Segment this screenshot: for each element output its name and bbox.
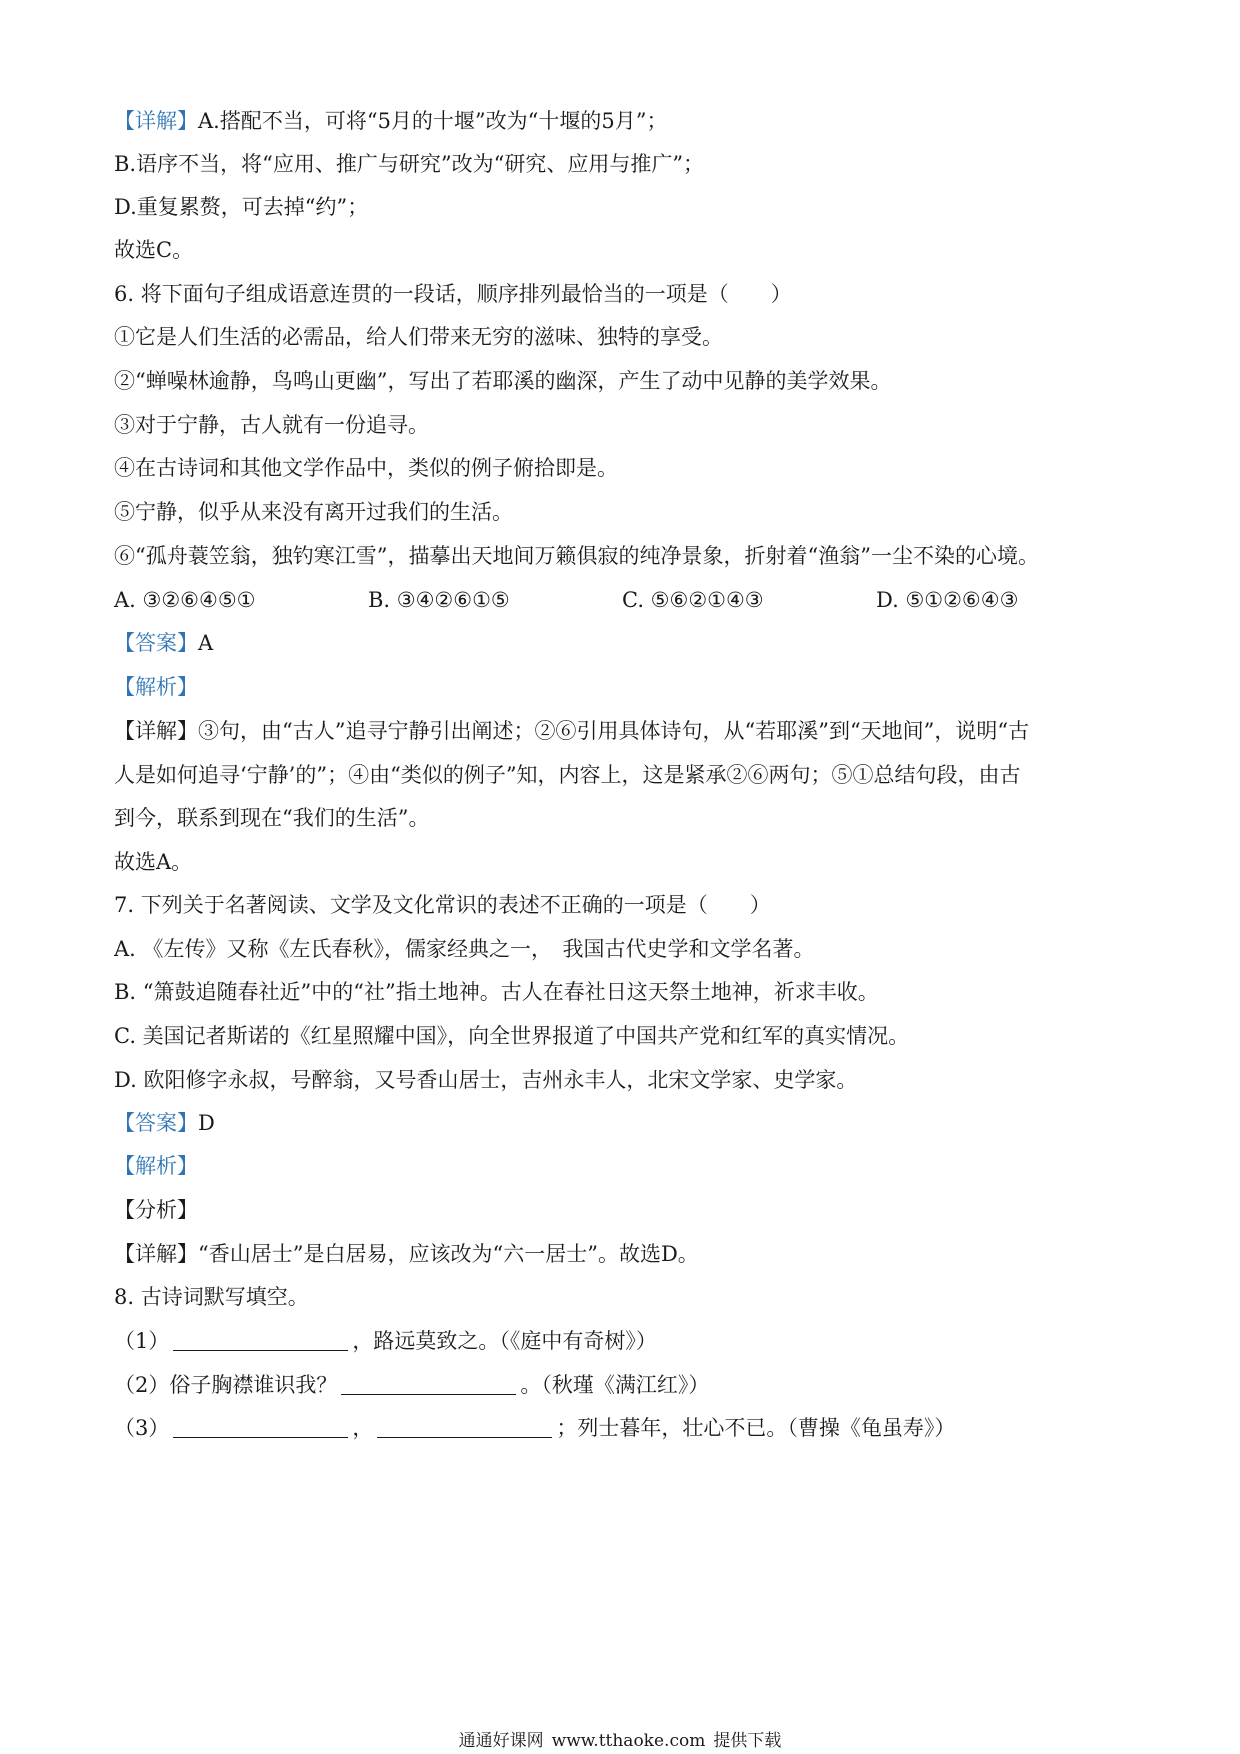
q6-option-a: A. ③②⑥④⑤① <box>114 588 256 612</box>
q5-detail-a <box>114 107 668 135</box>
answer-value: D <box>198 1111 215 1135</box>
q6-detail-line1 <box>114 717 1029 745</box>
q7-detail <box>114 1240 699 1268</box>
q6-option-d: D. ⑤①②⑥④③ <box>876 588 1019 612</box>
q8-item-2 <box>114 1371 709 1399</box>
detail-label: 【详解】 <box>114 1242 198 1266</box>
q7-answer <box>114 1109 215 1137</box>
q6-detail-line2: 人是如何追寻‘宁静’的”；④由“类似的例子”知，内容上，这是紧承②⑥两句；⑤①总结句段，由古 <box>114 763 1021 787</box>
item-text-rest: 。（秋瑾《满江红》） <box>520 1373 710 1397</box>
item-number: （2） <box>114 1373 170 1397</box>
detail-label: 【详解】 <box>114 719 198 743</box>
detail-a-text: A.搭配不当，可将“5月的十堰”改为“十堰的5月”； <box>198 109 668 133</box>
q6-sentence-2: ②“蝉噪林逾静，鸟鸣山更幽”，写出了若耶溪的幽深，产生了动中见静的美学效果。 <box>114 369 892 393</box>
answer-value: A <box>198 631 214 655</box>
q7-option-c: C. 美国记者斯诺的《红星照耀中国》，向全世界报道了中国共产党和红军的真实情况。 <box>114 1024 910 1048</box>
q7-analysis-label: 【解析】 <box>114 1154 198 1178</box>
q6-sentence-4: ④在古诗词和其他文学作品中，类似的例子俯拾即是。 <box>114 456 618 480</box>
q6-sentence-3: ③对于宁静，古人就有一份追寻。 <box>114 413 429 437</box>
answer-label: 【答案】 <box>114 1111 198 1135</box>
item-number: （3） <box>114 1416 170 1440</box>
footer-suffix: 提供下载 <box>713 1731 782 1751</box>
q5-detail-b: B.语序不当，将“应用、推广与研究”改为“研究、应用与推广”； <box>114 152 705 176</box>
item-text: ，路远莫致之。（《庭中有奇树》） <box>352 1329 657 1353</box>
q6-sentence-5: ⑤宁静，似乎从来没有离开过我们的生活。 <box>114 500 513 524</box>
detail-label: 【详解】 <box>114 109 198 133</box>
q8-stem: 8. 古诗词默写填空。 <box>114 1285 309 1309</box>
item-number: （1） <box>114 1329 170 1353</box>
q6-sentence-1: ①它是人们生活的必需品，给人们带来无穷的滋味、独特的享受。 <box>114 325 723 349</box>
item-text: 俗子胸襟谁识我？ <box>169 1373 338 1397</box>
q7-fenxi-label: 【分析】 <box>114 1198 198 1222</box>
q7-option-d: D. 欧阳修字永叔，号醉翁，又号香山居士，吉州永丰人，北宋文学家、史学家。 <box>114 1068 858 1092</box>
q6-stem: 6. 将下面句子组成语意连贯的一段话，顺序排列最恰当的一项是（ ） <box>114 282 792 306</box>
q6-options <box>114 586 1130 614</box>
q6-answer <box>114 629 213 657</box>
answer-label: 【答案】 <box>114 631 198 655</box>
detail-text: “香山居士”是白居易，应该改为“六一居士”。故选D。 <box>198 1242 699 1266</box>
q5-detail-d: D.重复累赘，可去掉“约”； <box>114 195 369 219</box>
q7-stem: 7. 下列关于名著阅读、文学及文化常识的表述不正确的一项是（ ） <box>114 893 771 917</box>
q6-detail-line3: 到今，联系到现在“我们的生活”。 <box>114 806 430 830</box>
q6-conclusion: 故选A。 <box>114 850 193 874</box>
q8-item-1 <box>114 1327 657 1355</box>
q7-option-b: B. “箫鼓追随春社近”中的“社”指土地神。古人在春社日这天祭土地神，祈求丰收。 <box>114 980 879 1004</box>
q6-option-c: C. ⑤⑥②①④③ <box>622 588 764 612</box>
footer-site-name: 通通好课网 <box>458 1731 544 1751</box>
q8-item-3 <box>114 1414 955 1442</box>
q6-analysis-label: 【解析】 <box>114 675 198 699</box>
fill-blank[interactable] <box>173 1415 348 1438</box>
q6-sentence-6: ⑥“孤舟蓑笠翁，独钓寒江雪”，描摹出天地间万籁俱寂的纯净景象，折射着“渔翁”一尘不染的心境。 <box>114 544 1039 568</box>
footer-url[interactable]: www.tthaoke.com <box>551 1731 706 1751</box>
item-text-rest: ；列士暮年，壮心不已。（曹操《龟虽寿》） <box>556 1416 956 1440</box>
page-footer <box>0 1730 1240 1752</box>
fill-blank[interactable] <box>377 1415 552 1438</box>
fill-blank[interactable] <box>173 1328 348 1351</box>
detail-text: ③句，由“古人”追寻宁静引出阐述；②⑥引用具体诗句，从“若耶溪”到“天地间”，说明“古 <box>198 719 1030 743</box>
fill-blank[interactable] <box>341 1372 516 1395</box>
q5-conclusion: 故选C。 <box>114 238 194 262</box>
item-sep: ， <box>352 1416 374 1440</box>
q7-option-a: A. 《左传》又称《左氏春秋》，儒家经典之一， 我国古代史学和文学名著。 <box>114 937 815 961</box>
q6-option-b: B. ③④②⑥①⑤ <box>368 588 510 612</box>
